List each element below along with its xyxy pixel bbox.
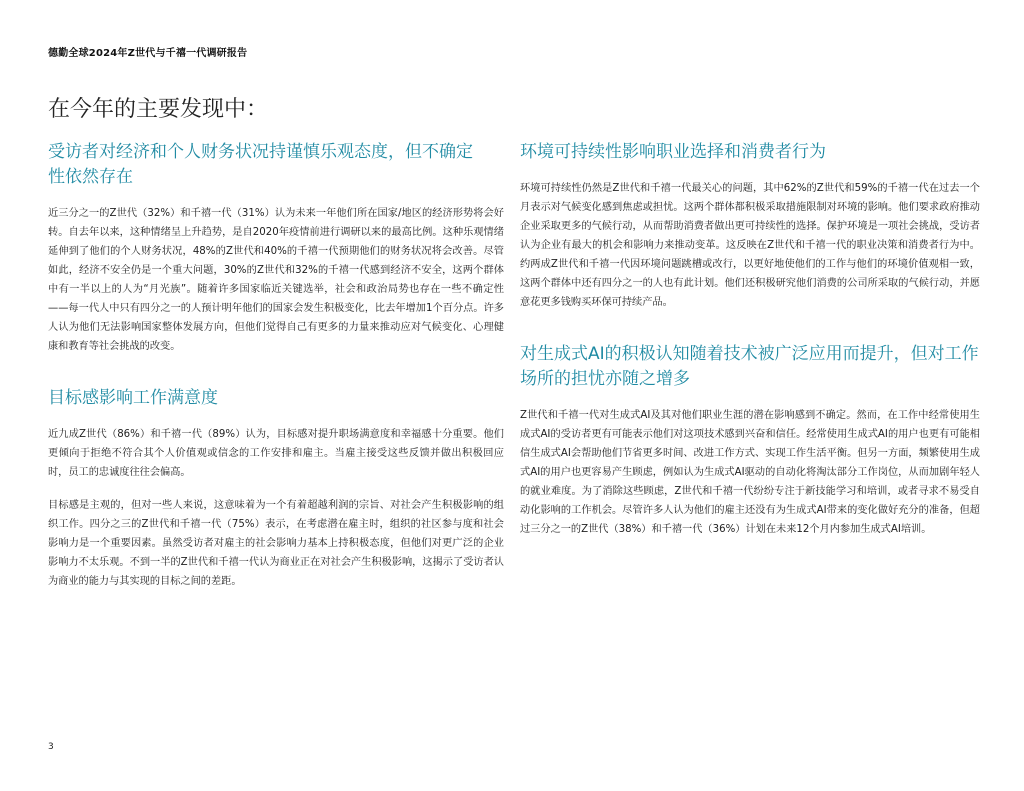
section-economy — [48, 140, 504, 356]
paragraph: 近九成Z世代（86%）和千禧一代（89%）认为，目标感对提升职场满意度和幸福感十分重要。他们更倾向于拒绝不符合其个人价值观或信念的工作安排和雇主。当雇主接受这些反馈并做出积极回应时，员工的忠诚度往往会偏高。 — [48, 429, 504, 478]
section-heading-economy: 受访者对经济和个人财务状况持谨慎乐观态度，但不确定性依然存在 — [48, 142, 473, 187]
section-heading-purpose: 目标感影响工作满意度 — [48, 388, 218, 408]
section-body-sustainability — [520, 179, 980, 312]
section-body-economy — [48, 204, 504, 356]
paragraph: Z世代和千禧一代对生成式AI及其对他们职业生涯的潜在影响感到不确定。然而，在工作中经常使用生成式AI的受访者更有可能表示他们对这项技术感到兴奋和信任。经常使用生成式AI的用户也更有可能相信生成式AI会帮助他们节省更多时间、改进工作方式、实现工作生活平衡。但另一方面，频繁使用生成式AI的用户也更容易产生顾虑，例如认为生成式AI驱动的自动化将淘汰部分工作岗位，从而加剧年轻人的就业难度。为了消除这些顾虑，Z世代和千禧一代纷纷专注于新技能学习和培训，或者寻求不易受自动化影响的工作机会。尽管许多人认为他们的雇主还没有为生成式AI带来的变化做好充分的准备，但超过三分之一的Z世代（38%）和千禧一代（36%）计划在未来12个月内参加生成式AI培训。 — [520, 410, 980, 535]
page-title: 在今年的主要发现中： — [48, 97, 269, 122]
right-column — [520, 140, 980, 553]
left-column — [48, 140, 504, 605]
section-sustainability — [520, 140, 980, 312]
page-number: 3 — [48, 742, 54, 752]
section-body-genai — [520, 406, 980, 539]
paragraph: 环境可持续性仍然是Z世代和千禧一代最关心的问题，其中62%的Z世代和59%的千禧一代在过去一个月表示对气候变化感到焦虑或担忧。这两个群体都积极采取措施限制对环境的影响。他们要求政府推动企业采取更多的气候行动，从而帮助消费者做出更可持续性的选择。保护环境是一项社会挑战，受访者认为企业有最大的机会和影响力来推动变革。这反映在Z世代和千禧一代的职业决策和消费者行为中。约两成Z世代和千禧一代因环境问题跳槽或改行，以更好地使他们的工作与他们的环境价值观相一致，这两个群体中还有四分之一的人也有此计划。他们还积极研究他们消费的公司所采取的气候行动，并愿意花更多钱购买环保可持续产品。 — [520, 183, 980, 308]
section-body-purpose — [48, 425, 504, 591]
section-purpose — [48, 386, 504, 591]
paragraph: 近三分之一的Z世代（32%）和千禧一代（31%）认为未来一年他们所在国家/地区的经济形势将会好转。自去年以来，这种情绪呈上升趋势，是自2020年疫情前进行调研以来的最高比例。这种乐观情绪延伸到了他们的个人财务状况，48%的Z世代和40%的千禧一代预期他们的财务状况将会改善。尽管如此，经济不安全仍是一个重大问题，30%的Z世代和32%的千禧一代感到经济不安全，这两个群体中有一半以上的人为“月光族”。随着许多国家临近关键选举，社会和政治局势也存在一些不确定性——每一代人中只有四分之一的人预计明年他们的国家会发生积极变化，比去年增加1个百分点。许多人认为他们无法影响国家整体发展方向，但他们觉得自己有更多的力量来推动应对气候变化、心理健康和教育等社会挑战的改变。 — [48, 208, 504, 352]
section-heading-sustainability: 环境可持续性影响职业选择和消费者行为 — [520, 142, 826, 162]
section-heading-genai: 对生成式AI的积极认知随着技术被广泛应用而提升，但对工作场所的担忧亦随之增多 — [520, 344, 979, 389]
section-genai — [520, 342, 980, 539]
paragraph: 目标感是主观的，但对一些人来说，这意味着为一个有着超越利润的宗旨、对社会产生积极影响的组织工作。四分之三的Z世代和千禧一代（75%）表示，在考虑潜在雇主时，组织的社区参与度和社会影响力是一个重要因素。虽然受访者对雇主的社会影响力基本上持积极态度，但他们对更广泛的企业影响力不太乐观。不到一半的Z世代和千禧一代认为商业正在对社会产生积极影响，这揭示了受访者认为商业的能力与其实现的目标之间的差距。 — [48, 500, 504, 587]
report-header: 德勤全球2024年Z世代与千禧一代调研报告 — [48, 48, 248, 59]
